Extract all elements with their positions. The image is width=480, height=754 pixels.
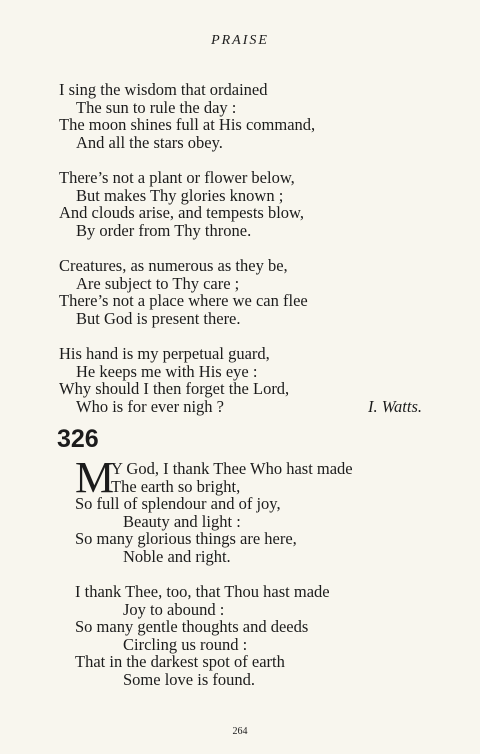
hymn-line: That in the darkest spot of earth — [75, 652, 285, 671]
hymn-line: Y God, I thank Thee Who hast made — [111, 459, 353, 478]
hymn-stanza-2 — [75, 583, 435, 688]
hymn-stanza-1 — [75, 453, 435, 566]
hymn-line: So many glorious things are here, — [75, 529, 297, 548]
poem-line: He keeps me with His eye : — [76, 361, 258, 381]
drop-cap: M — [75, 453, 115, 502]
poem-body — [59, 81, 439, 433]
poem-line: But makes Thy glories known ; — [76, 185, 284, 205]
hymn-number: 326 — [57, 425, 99, 453]
poem-line: Are subject to Thy care ; — [76, 273, 240, 293]
poem-line: There’s not a place where we can flee — [59, 291, 308, 310]
poem-line: The moon shines full at His command, — [59, 115, 316, 134]
hymn-line: So full of splendour and of joy, — [75, 494, 281, 513]
poem-stanza-3 — [59, 257, 439, 327]
poem-stanza-1 — [59, 81, 439, 151]
hymn-line: Some love is found. — [123, 669, 255, 689]
poem-line: I sing the wisdom that ordained — [59, 80, 268, 99]
hymn-line: I thank Thee, too, that Thou hast made — [75, 582, 330, 601]
page-number: 264 — [232, 726, 248, 737]
poem-line: Why should I then forget the Lord, — [59, 379, 290, 398]
hymn-line: Beauty and light : — [123, 511, 241, 531]
hymn-line: Circling us round : — [123, 634, 248, 654]
poem-stanza-2 — [59, 169, 439, 239]
poem-line: His hand is my perpetual guard, — [59, 344, 270, 363]
page-header-title: PRAISE — [211, 33, 269, 48]
poem-line: The sun to rule the day : — [76, 97, 237, 117]
hymn-line: The earth so bright, — [111, 476, 241, 496]
poem-line: By order from Thy throne. — [76, 220, 252, 240]
hymn-line: So many gentle thoughts and deeds — [75, 617, 309, 636]
poem-line: Creatures, as numerous as they be, — [59, 256, 288, 275]
poem-attribution: I. Watts. — [368, 397, 422, 416]
poem-line: But God is present there. — [76, 308, 241, 328]
poem-line: And clouds arise, and tempests blow, — [59, 203, 305, 222]
hymn-line: Noble and right. — [123, 546, 231, 566]
hymn-line: Joy to abound : — [123, 599, 225, 619]
hymn-body — [75, 453, 435, 706]
poem-line: And all the stars obey. — [76, 132, 223, 152]
poem-line: Who is for ever nigh ? — [76, 396, 224, 416]
poem-line: There’s not a plant or flower below, — [59, 168, 295, 187]
